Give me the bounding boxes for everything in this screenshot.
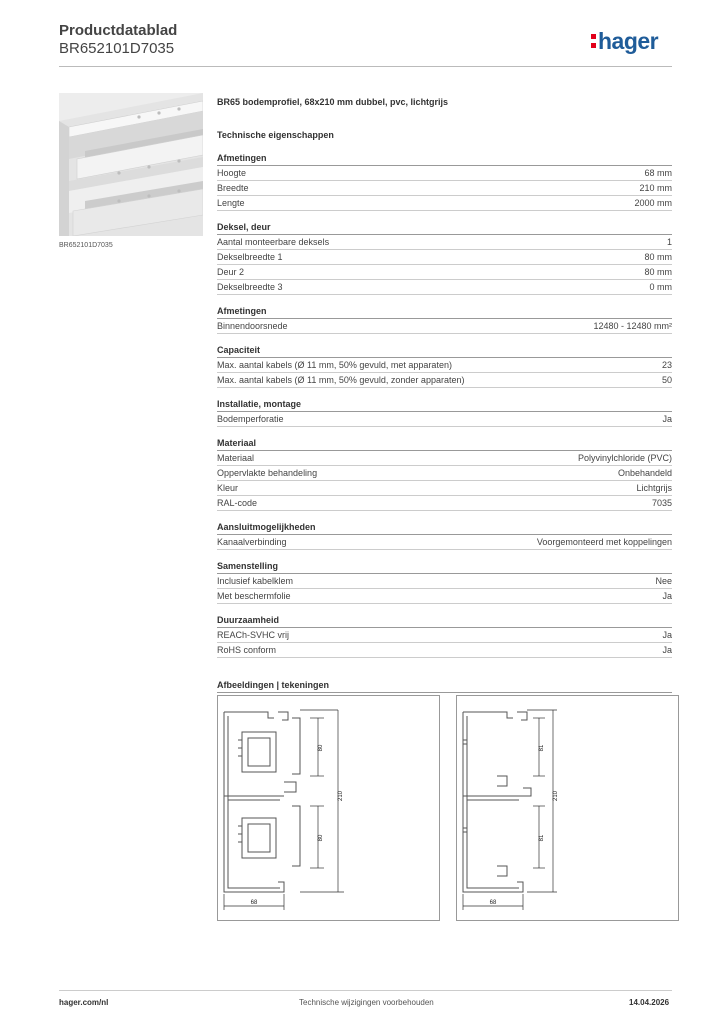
spec-value: 210 mm (639, 183, 672, 193)
spec-label: Lengte (217, 198, 245, 208)
spec-label: RoHS conform (217, 645, 277, 655)
spec-label: Dekselbreedte 1 (217, 252, 283, 262)
images-heading: Afbeeldingen | tekeningen (217, 678, 672, 693)
spec-row (217, 235, 672, 250)
spec-label: Dekselbreedte 3 (217, 282, 283, 292)
logo-dots-icon (591, 28, 596, 48)
photo-caption: BR652101D7035 (59, 242, 113, 249)
hager-logo (591, 28, 658, 55)
spec-sections (217, 151, 672, 658)
spec-label: Max. aantal kabels (Ø 11 mm, 50% gevuld, met apparaten) (217, 360, 452, 370)
spec-value: Voorgemonteerd met koppelingen (536, 537, 672, 547)
dimension-label-width: 68 (250, 900, 258, 906)
footer-disclaimer: Technische wijzigingen voorbehouden (299, 998, 434, 1007)
spec-section (217, 436, 672, 511)
spec-row (217, 196, 672, 211)
technical-drawing-with-devices (217, 695, 440, 921)
spec-label: Met beschermfolie (217, 591, 291, 601)
document-subtitle: BR652101D7035 (59, 40, 175, 57)
spec-row (217, 451, 672, 466)
spec-label: Oppervlakte behandeling (217, 468, 318, 478)
footer-website-link[interactable]: hager.com/nl (59, 998, 109, 1007)
spec-section (217, 151, 672, 211)
spec-row (217, 319, 672, 334)
product-photo (59, 93, 203, 236)
spec-value: 80 mm (644, 267, 672, 277)
section-title: Deksel, deur (217, 220, 672, 235)
spec-value: 7035 (651, 498, 672, 508)
spec-row (217, 280, 672, 295)
spec-label: Kanaalverbinding (217, 537, 287, 547)
spec-row (217, 358, 672, 373)
section-title: Installatie, montage (217, 397, 672, 412)
section-title: Afmetingen (217, 304, 672, 319)
spec-section (217, 520, 672, 550)
spec-value: Onbehandeld (617, 468, 672, 478)
section-title: Afmetingen (217, 151, 672, 166)
technical-properties-heading: Technische eigenschappen (217, 130, 334, 140)
spec-label: Aantal monteerbare deksels (217, 237, 330, 247)
spec-row (217, 250, 672, 265)
spec-section (217, 613, 672, 658)
spec-label: Kleur (217, 483, 239, 493)
spec-label: RAL-code (217, 498, 258, 508)
spec-value: 0 mm (649, 282, 672, 292)
spec-row (217, 496, 672, 511)
section-title: Duurzaamheid (217, 613, 672, 628)
spec-row (217, 265, 672, 280)
spec-row (217, 412, 672, 427)
spec-value: 1 (666, 237, 672, 247)
spec-value: Ja (662, 414, 672, 424)
spec-label: Materiaal (217, 453, 255, 463)
dimension-label-bottom: 80 (318, 834, 324, 842)
spec-value: Nee (655, 576, 672, 586)
spec-section (217, 397, 672, 427)
dimension-label-total: 210 (338, 790, 344, 802)
spec-label: Max. aantal kabels (Ø 11 mm, 50% gevuld, zonder apparaten) (217, 375, 465, 385)
spec-row (217, 166, 672, 181)
spec-value: 80 mm (644, 252, 672, 262)
section-title: Samenstelling (217, 559, 672, 574)
dimension-label-total: 210 (553, 790, 559, 802)
spec-section (217, 559, 672, 604)
spec-label: Bodemperforatie (217, 414, 284, 424)
spec-value: Polyvinylchloride (PVC) (577, 453, 672, 463)
spec-row (217, 466, 672, 481)
spec-row (217, 481, 672, 496)
logo-text: hager (598, 28, 659, 54)
spec-value: 12480 - 12480 mm² (593, 321, 672, 331)
section-title: Materiaal (217, 436, 672, 451)
dimension-label-width: 68 (489, 900, 497, 906)
dimension-label-top: 80 (318, 744, 324, 752)
specifications (217, 94, 672, 693)
dimension-label-bottom: 81 (539, 834, 545, 842)
spec-value: 23 (661, 360, 672, 370)
spec-label: Inclusief kabelklem (217, 576, 294, 586)
spec-row (217, 643, 672, 658)
footer-divider (59, 990, 672, 991)
spec-row (217, 535, 672, 550)
footer-date: 14.04.2026 (629, 998, 670, 1007)
spec-section (217, 304, 672, 334)
spec-value: Ja (662, 645, 672, 655)
technical-drawing-empty (456, 695, 679, 921)
document-title: Productdatablad (59, 22, 178, 39)
spec-row (217, 628, 672, 643)
spec-value: Lichtgrijs (636, 483, 672, 493)
spec-label: REACh-SVHC vrij (217, 630, 290, 640)
spec-label: Hoogte (217, 168, 247, 178)
spec-section (217, 343, 672, 388)
spec-value: 2000 mm (634, 198, 672, 208)
product-title: BR65 bodemprofiel, 68x210 mm dubbel, pvc, lichtgrijs (217, 97, 449, 107)
spec-row (217, 181, 672, 196)
spec-section (217, 220, 672, 295)
header-divider (59, 66, 672, 67)
section-title: Aansluitmogelijkheden (217, 520, 672, 535)
spec-value: 68 mm (644, 168, 672, 178)
spec-label: Breedte (217, 183, 249, 193)
spec-label: Binnendoorsnede (217, 321, 288, 331)
dimension-label-top: 81 (539, 744, 545, 752)
section-title: Capaciteit (217, 343, 672, 358)
spec-value: Ja (662, 591, 672, 601)
spec-row (217, 589, 672, 604)
spec-value: Ja (662, 630, 672, 640)
spec-value: 50 (661, 375, 672, 385)
spec-label: Deur 2 (217, 267, 245, 277)
spec-row (217, 373, 672, 388)
spec-row (217, 574, 672, 589)
